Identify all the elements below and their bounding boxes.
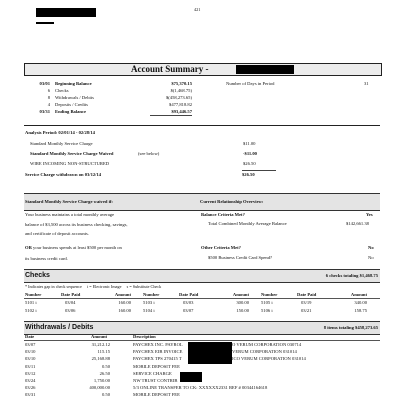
withdrawal-date: 03/26 xyxy=(25,385,36,391)
summary-amount: $477,818.82 xyxy=(169,102,192,107)
waiver-text-2: balance of $3,500 across its business checking, savings, xyxy=(25,222,128,227)
service-charge-withdrawn-value: $26.50 xyxy=(242,172,255,177)
summary-amount: $(1,468.75) xyxy=(170,88,192,93)
withdrawal-amount: 1,750.00 xyxy=(93,378,110,383)
waiver-or-text-1: OR your business spends at least $500 per month on xyxy=(25,245,122,250)
withdrawal-amount: 31,212.12 xyxy=(91,342,110,347)
withdrawal-description: MOBILE DEPOSIT FEE xyxy=(133,363,180,369)
summary-label: Checks xyxy=(55,88,69,93)
waiver-heading-right: Current Relationship Overview: xyxy=(200,199,264,204)
summary-date: 4 xyxy=(47,102,50,107)
summary-label: Ending Balance xyxy=(55,109,87,114)
check-date: 03/06 xyxy=(65,308,76,313)
check-number: 5103 i xyxy=(143,300,155,305)
summary-amount: $(458,273.65) xyxy=(165,95,192,100)
withdrawal-description: PAYCHEX TPS 270415 T xyxy=(133,356,182,362)
checks-header-amount: Amount xyxy=(350,292,367,297)
check-number: 5101 i xyxy=(25,300,37,305)
withdrawals-header-bar xyxy=(24,321,380,335)
combined-balance-label: Total Combined Monthly Average Balance xyxy=(208,221,287,226)
withdrawal-date: 03/12 xyxy=(25,370,36,376)
checks-title: Checks xyxy=(25,272,50,279)
analysis-row-value: -$11.00 xyxy=(243,151,257,156)
service-charge-withdrawn-label: Service Charge withdrawn on 03/12/14 xyxy=(25,172,102,177)
check-date: 03/21 xyxy=(301,308,312,313)
summary-label: Deposits / Credits xyxy=(55,102,88,107)
other-criteria-label: Other Criteria Met? xyxy=(201,245,241,250)
withdrawal-description: SERVICE CHARGE xyxy=(133,370,172,376)
checks-summary: 6 checks totaling $1,468.75 xyxy=(325,273,378,278)
service-charge-rule xyxy=(242,170,276,171)
checks-header-date: Date Paid xyxy=(179,292,199,297)
withdrawal-description: NW TRUST CONTRIB xyxy=(133,378,178,383)
balance-criteria-value: Yes xyxy=(366,212,373,217)
checks-header-number: Number xyxy=(261,292,278,297)
checks-legend: * Indicates gap in check sequence i = Electronic Image s = Substitute Check xyxy=(25,284,162,289)
check-number: 5105 i xyxy=(261,300,273,305)
page-number: 421 xyxy=(194,7,201,12)
check-date: 03/04 xyxy=(65,300,76,305)
withdrawal-description: 5/3 ONLINE TRANSFER TO CK: XXXXXX2331 REF # 00344164618 xyxy=(133,385,268,391)
analysis-row-value: $11.00 xyxy=(243,141,256,146)
checks-header-date: Date Paid xyxy=(61,292,81,297)
withdrawal-date: 03/10 xyxy=(25,349,36,355)
waiver-text-3: and certificate of deposit accounts. xyxy=(25,231,89,236)
withdrawals-title: Withdrawals / Debits xyxy=(25,324,94,331)
analysis-period: Analysis Period: 02/01/14 - 02/28/14 xyxy=(25,130,95,135)
check-number: 5106 i xyxy=(261,308,273,313)
withdrawals-header-description: Description xyxy=(133,334,156,339)
withdrawal-description-cont: ICO VERUM CORPORATION 031014 xyxy=(232,356,306,362)
withdrawals-header-rule xyxy=(24,340,380,341)
summary-date: 03/31 xyxy=(39,109,50,114)
checks-header-rule xyxy=(24,298,380,299)
withdrawal-date: 03/31 xyxy=(25,392,36,398)
checks-header-bar xyxy=(24,269,380,283)
waiver-or-text-2: its business credit card. xyxy=(25,256,68,261)
redacted-header-line xyxy=(36,22,54,24)
withdrawal-amount: 0.50 xyxy=(101,392,110,398)
checks-header-amount: Amount xyxy=(232,292,249,297)
withdrawal-description-cont: VERUM CORPORATION 031014 xyxy=(232,349,297,355)
summary-date: 6 xyxy=(47,88,50,93)
summary-amount: $93,446.57 xyxy=(171,109,192,114)
withdrawal-date: 03/24 xyxy=(25,378,36,383)
withdrawals-summary: 8 items totaling $458,273.65 xyxy=(323,325,378,330)
check-amount: 160.00 xyxy=(118,308,131,313)
check-amount: 160.00 xyxy=(118,300,131,305)
analysis-row-value: $26.50 xyxy=(243,161,256,166)
summary-label: Withdrawals / Debits xyxy=(55,95,94,100)
summary-date: 8 xyxy=(47,95,50,100)
withdrawal-amount: 115.15 xyxy=(97,349,110,355)
combined-balance-value: $142,661.38 xyxy=(346,221,369,226)
account-summary-title-box xyxy=(24,63,382,76)
analysis-row-label: Standard Monthly Service Charge Waived xyxy=(30,151,114,156)
checks-header-number: Number xyxy=(25,292,42,297)
redacted-header-block xyxy=(36,8,96,17)
redacted-account-number xyxy=(236,65,294,74)
checks-header-date: Date Paid xyxy=(297,292,317,297)
divider xyxy=(24,125,380,126)
withdrawal-amount: 400,000.00 xyxy=(89,385,110,391)
withdrawal-description: MOBILE DEPOSIT FEE xyxy=(133,392,180,398)
waiver-or-text-rest: your business spends at least $500 per month on xyxy=(33,245,122,250)
analysis-row-label: WIRE INCOMING NON-STRUCTURED xyxy=(30,161,110,166)
check-amount: 300.00 xyxy=(236,300,249,305)
waiver-header-bar xyxy=(24,193,380,211)
withdrawal-description: PAYCHEX INC. PAYROL xyxy=(133,342,183,347)
check-amount: 158.75 xyxy=(354,308,367,313)
check-number: 5104 i xyxy=(143,308,155,313)
summary-amount: $75,370.15 xyxy=(171,81,192,86)
redacted-description-block xyxy=(188,342,232,364)
credit-card-spend-value: No xyxy=(368,255,374,260)
withdrawal-description-cont: O VERUM CORPORATION 030714 xyxy=(232,342,302,347)
waiver-text-1: Your business maintains a total monthly average xyxy=(25,212,115,217)
summary-total-rule xyxy=(150,115,192,116)
checks-header-number: Number xyxy=(143,292,160,297)
analysis-row-label: Standard Monthly Service Charge xyxy=(30,141,93,146)
check-date: 03/07 xyxy=(183,308,194,313)
balance-criteria-label: Balance Criteria Met? xyxy=(201,212,245,217)
withdrawal-amount: 26.50 xyxy=(99,370,110,376)
account-summary-title: Account Summary - xyxy=(131,64,209,74)
withdrawal-amount: 0.50 xyxy=(101,363,110,369)
withdrawal-date: 03/07 xyxy=(25,342,36,347)
check-date: 03/19 xyxy=(301,300,312,305)
waiver-heading-left: Standard Monthly Service Charge waived if: xyxy=(25,199,113,204)
withdrawal-date: 03/10 xyxy=(25,356,36,362)
credit-card-spend-label: $500 Business Credit Card Spend? xyxy=(208,255,273,260)
withdrawals-header-amount: Amount xyxy=(91,334,108,339)
withdrawals-header-date: Date xyxy=(25,334,35,339)
check-amount: 340.00 xyxy=(354,300,367,305)
summary-label: Beginning Balance xyxy=(55,81,92,86)
analysis-row-note: (see below) xyxy=(138,151,160,156)
days-in-period-value: 31 xyxy=(364,81,369,86)
withdrawal-date: 03/11 xyxy=(25,363,36,369)
summary-date: 03/01 xyxy=(39,81,50,86)
other-criteria-value: No xyxy=(368,245,374,250)
days-in-period-label: Number of Days in Period xyxy=(226,81,275,86)
check-amount: 150.00 xyxy=(236,308,249,313)
withdrawal-description: PAYCHEX EIB INVOICE xyxy=(133,349,183,355)
check-date: 03/03 xyxy=(183,300,194,305)
checks-header-amount: Amount xyxy=(114,292,131,297)
withdrawal-amount: 25,168.88 xyxy=(91,356,110,362)
check-number: 5102 i xyxy=(25,308,37,313)
redacted-transfer-block xyxy=(180,372,202,382)
